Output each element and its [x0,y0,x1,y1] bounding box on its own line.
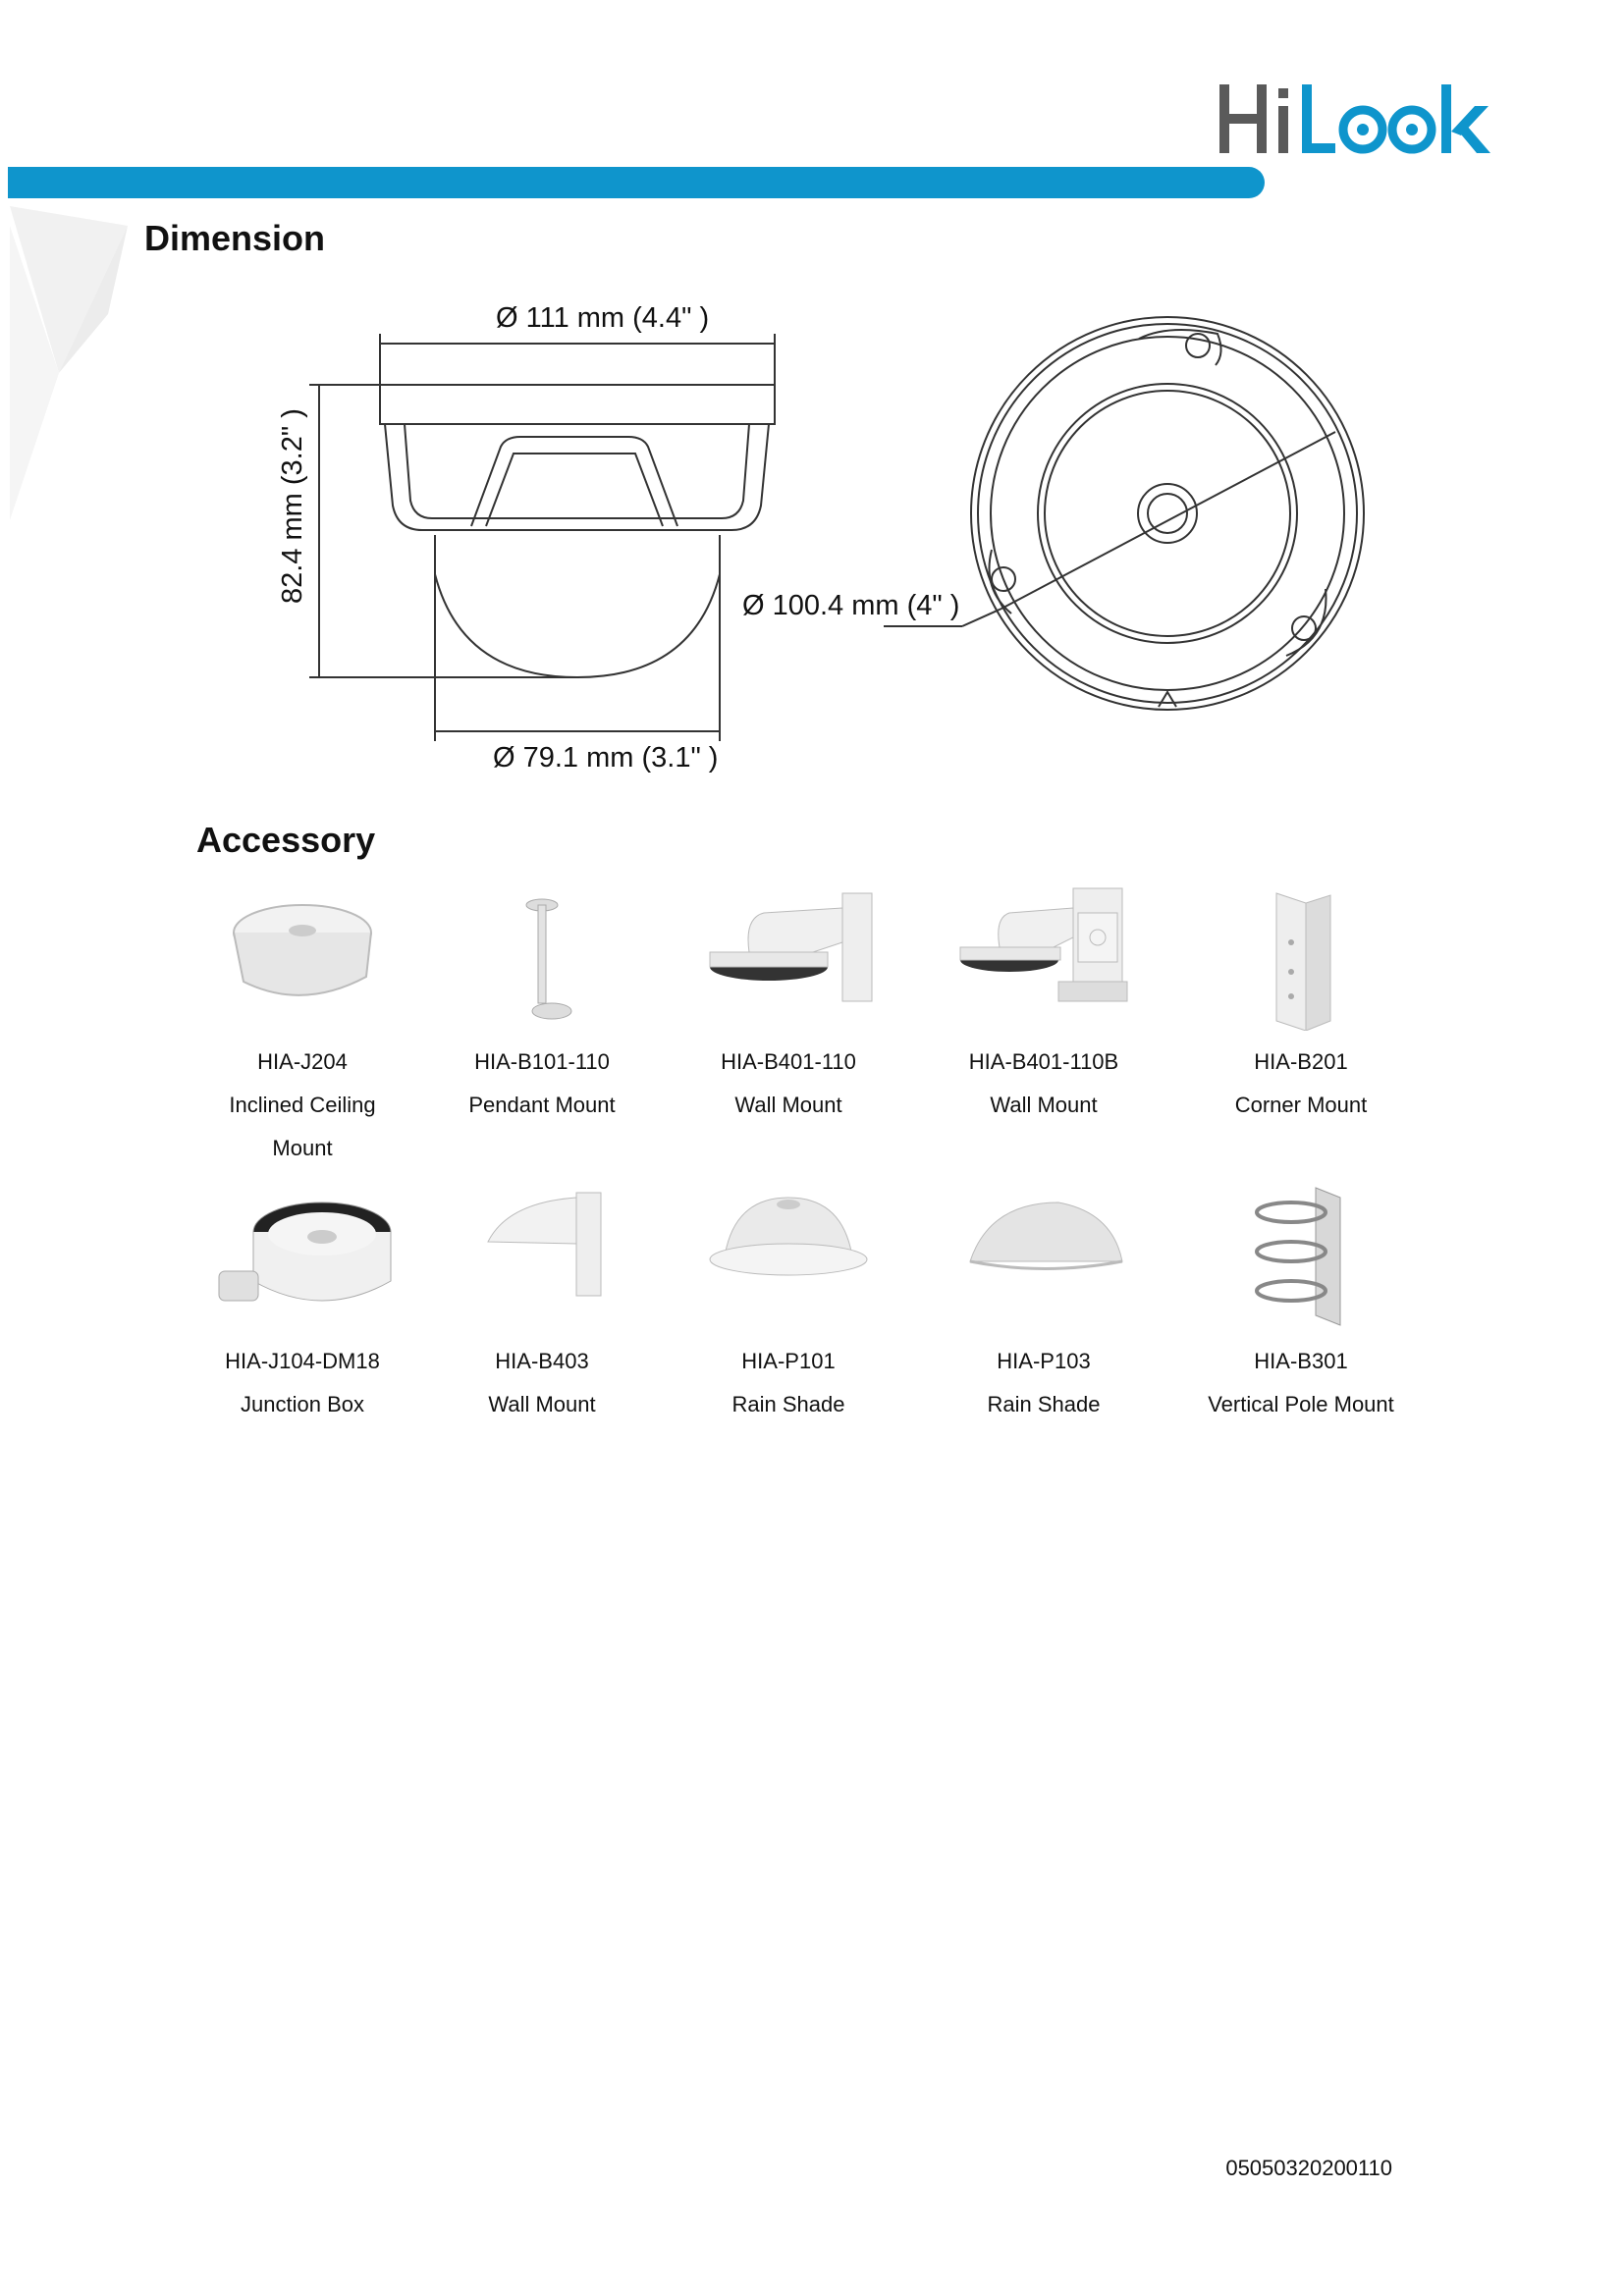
dimension-heading: Dimension [144,218,326,258]
top-width-label: Ø 111 mm (4.4" ) [496,302,710,334]
corner-mount-icon [1208,883,1394,1031]
vertical-pole-mount-icon [1208,1183,1394,1330]
accessory-item: HIA-P103 Rain Shade [931,1183,1157,1426]
accessory-item: HIA-B101-110 Pendant Mount [429,883,655,1127]
inclined-ceiling-mount-icon [209,883,396,1031]
base-diameter-label: Ø 100.4 mm (4" ) [742,590,960,621]
small-wall-mount-icon [449,1183,635,1330]
rain-shade-side-icon [950,1183,1137,1330]
document-code: 05050320200110 [1225,2156,1392,2180]
accessory-item: HIA-B401-110 Wall Mount [676,883,901,1127]
dimension-diagram [0,0,1624,805]
pendant-mount-icon [449,883,635,1031]
accessory-item: HIA-B201 Corner Mount [1188,883,1414,1127]
accessory-item: HIA-B401-110B Wall Mount [931,883,1157,1127]
height-label: 82.4 mm (3.2" ) [277,408,308,604]
junction-box-icon [209,1183,396,1330]
accessory-heading: Accessory [196,820,376,860]
bottom-width-label: Ø 79.1 mm (3.1" ) [493,742,719,774]
accessory-item: HIA-P101 Rain Shade [676,1183,901,1426]
accessory-item: HIA-J104-DM18 Junction Box [189,1183,415,1426]
accessory-item: HIA-J204 Inclined Ceiling Mount [189,883,415,1170]
rain-shade-icon [695,1183,882,1330]
accessory-item: HIA-B301 Vertical Pole Mount [1188,1183,1414,1426]
wall-mount-box-icon [950,883,1137,1031]
wall-mount-icon [695,883,882,1031]
accessory-item: HIA-B403 Wall Mount [429,1183,655,1426]
